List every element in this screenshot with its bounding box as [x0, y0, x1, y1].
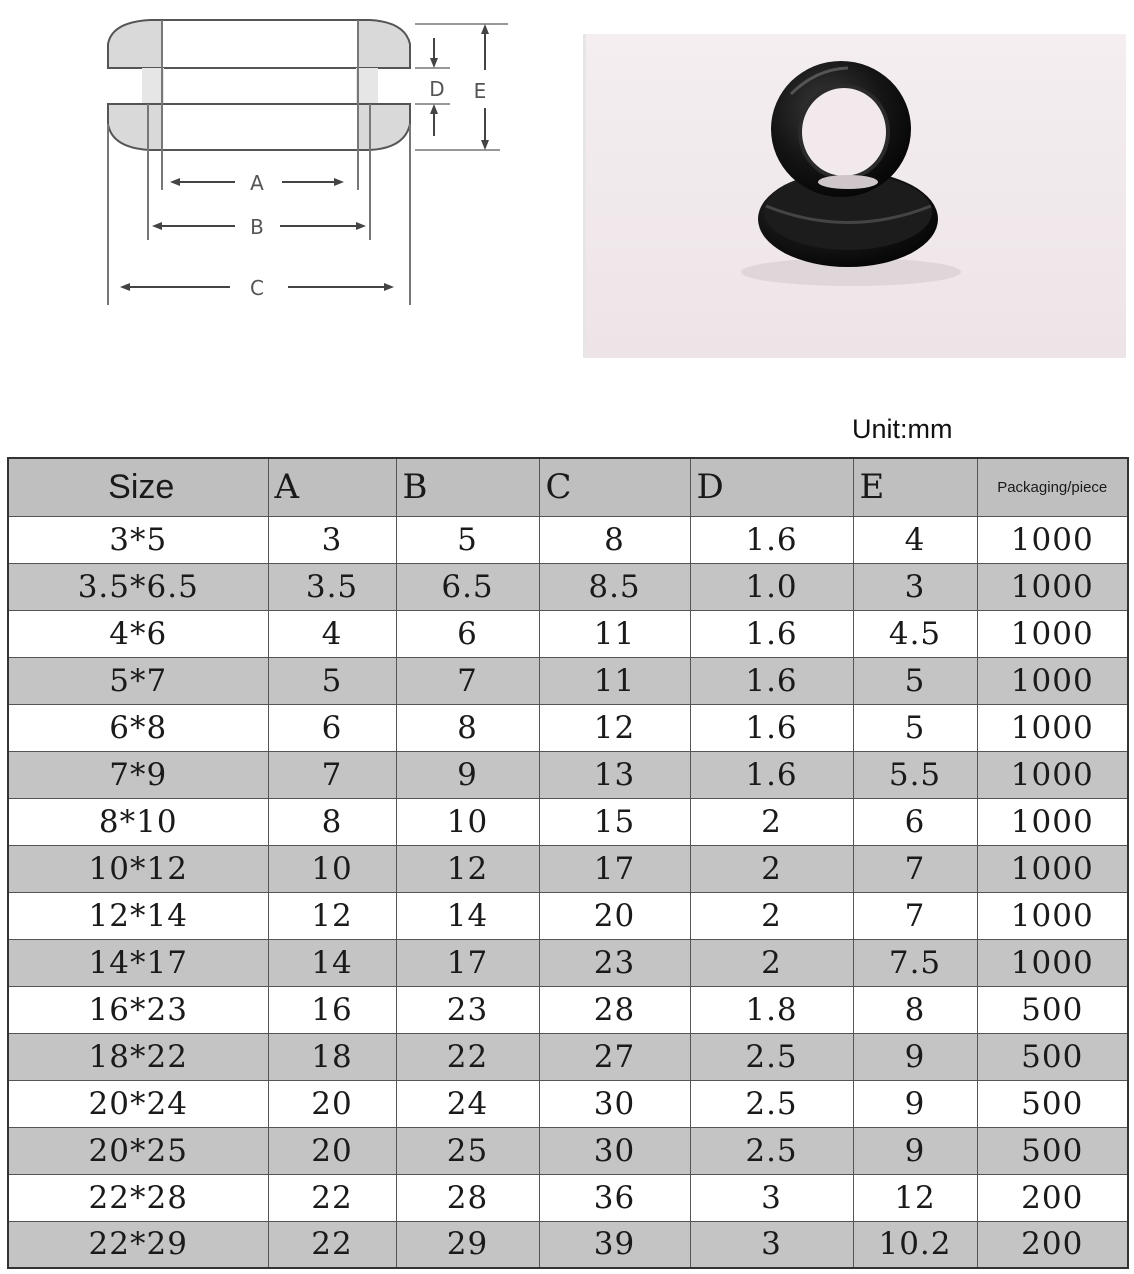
table-cell: 22*28	[8, 1174, 268, 1221]
table-cell: 1.0	[690, 563, 853, 610]
table-cell: 5	[396, 516, 539, 563]
table-cell: 1000	[977, 845, 1128, 892]
table-cell: 500	[977, 986, 1128, 1033]
table-cell: 30	[539, 1127, 690, 1174]
table-cell: 13	[539, 751, 690, 798]
table-cell: 1000	[977, 610, 1128, 657]
table-cell: 1.8	[690, 986, 853, 1033]
table-cell: 23	[396, 986, 539, 1033]
table-cell: 9	[853, 1080, 977, 1127]
table-cell: 500	[977, 1127, 1128, 1174]
table-cell: 200	[977, 1174, 1128, 1221]
table-header-row	[8, 458, 1128, 516]
table-cell: 11	[539, 657, 690, 704]
table-cell: 10.2	[853, 1221, 977, 1268]
table-cell: 12	[268, 892, 396, 939]
table-cell: 8.5	[539, 563, 690, 610]
table-cell: 22	[268, 1221, 396, 1268]
table-cell: 14	[396, 892, 539, 939]
dimension-label-b: B	[250, 215, 264, 239]
table-cell: 7.5	[853, 939, 977, 986]
table-cell: 3.5*6.5	[8, 563, 268, 610]
dimension-label-c: C	[250, 276, 264, 300]
table-cell: 30	[539, 1080, 690, 1127]
table-cell: 1000	[977, 657, 1128, 704]
dimension-diagram	[0, 0, 560, 370]
grommet-cross-section	[0, 0, 560, 370]
table-cell: 20*24	[8, 1080, 268, 1127]
table-cell: 6	[853, 798, 977, 845]
table-cell: 28	[396, 1174, 539, 1221]
table-cell: 14*17	[8, 939, 268, 986]
table-cell: 15	[539, 798, 690, 845]
table-cell: 1000	[977, 939, 1128, 986]
table-cell: 4*6	[8, 610, 268, 657]
table-row	[8, 845, 1128, 892]
table-cell: 6*8	[8, 704, 268, 751]
table-cell: 6	[268, 704, 396, 751]
table-row	[8, 1174, 1128, 1221]
table-row	[8, 1033, 1128, 1080]
table-cell: 5.5	[853, 751, 977, 798]
table-cell: 16*23	[8, 986, 268, 1033]
table-cell: 12	[853, 1174, 977, 1221]
table-cell: 27	[539, 1033, 690, 1080]
table-row	[8, 986, 1128, 1033]
table-cell: 2	[690, 798, 853, 845]
table-cell: 5	[853, 704, 977, 751]
table-cell: 1.6	[690, 657, 853, 704]
table-row	[8, 563, 1128, 610]
table-cell: 8	[396, 704, 539, 751]
table-cell: 9	[853, 1033, 977, 1080]
table-cell: 10	[396, 798, 539, 845]
table-row	[8, 1221, 1128, 1268]
table-cell: 1000	[977, 704, 1128, 751]
table-cell: 500	[977, 1033, 1128, 1080]
table-cell: 20	[268, 1080, 396, 1127]
table-cell: 3*5	[8, 516, 268, 563]
table-cell: 8	[539, 516, 690, 563]
dimension-label-d: D	[429, 77, 445, 101]
table-cell: 8	[853, 986, 977, 1033]
table-row	[8, 657, 1128, 704]
table-cell: 4	[853, 516, 977, 563]
table-cell: 9	[396, 751, 539, 798]
table-cell: 7*9	[8, 751, 268, 798]
table-cell: 10*12	[8, 845, 268, 892]
table-cell: 5	[268, 657, 396, 704]
table-cell: 22*29	[8, 1221, 268, 1268]
table-cell: 17	[396, 939, 539, 986]
table-cell: 25	[396, 1127, 539, 1174]
column-header: Size	[8, 458, 268, 516]
table-cell: 18*22	[8, 1033, 268, 1080]
table-cell: 12	[539, 704, 690, 751]
table-cell: 2	[690, 892, 853, 939]
dimension-label-a: A	[250, 171, 264, 195]
table-cell: 7	[853, 892, 977, 939]
table-cell: 7	[268, 751, 396, 798]
size-spec-table	[7, 457, 1129, 1269]
table-cell: 29	[396, 1221, 539, 1268]
table-cell: 6	[396, 610, 539, 657]
table-cell: 16	[268, 986, 396, 1033]
table-cell: 1000	[977, 516, 1128, 563]
table-cell: 22	[268, 1174, 396, 1221]
table-cell: 2	[690, 845, 853, 892]
table-row	[8, 1127, 1128, 1174]
table-cell: 1000	[977, 892, 1128, 939]
column-header: E	[853, 458, 977, 516]
table-cell: 20	[268, 1127, 396, 1174]
table-cell: 8*10	[8, 798, 268, 845]
table-cell: 24	[396, 1080, 539, 1127]
table-cell: 1000	[977, 751, 1128, 798]
table-row	[8, 892, 1128, 939]
table-cell: 17	[539, 845, 690, 892]
dimension-label-e: E	[473, 79, 487, 103]
table-cell: 22	[396, 1033, 539, 1080]
table-cell: 28	[539, 986, 690, 1033]
table-cell: 23	[539, 939, 690, 986]
table-cell: 1.6	[690, 610, 853, 657]
column-header: A	[268, 458, 396, 516]
unit-label: Unit:mm	[852, 414, 953, 444]
table-cell: 36	[539, 1174, 690, 1221]
table-body	[8, 516, 1128, 1268]
table-cell: 500	[977, 1080, 1128, 1127]
table-row	[8, 939, 1128, 986]
table-row	[8, 610, 1128, 657]
table-cell: 12	[396, 845, 539, 892]
column-header: C	[539, 458, 690, 516]
grommet-illustration	[586, 34, 1126, 358]
product-photo	[583, 34, 1126, 358]
table-cell: 2.5	[690, 1033, 853, 1080]
table-cell: 4.5	[853, 610, 977, 657]
table-cell: 5*7	[8, 657, 268, 704]
table-cell: 1.6	[690, 751, 853, 798]
table-cell: 4	[268, 610, 396, 657]
table-cell: 14	[268, 939, 396, 986]
table-cell: 12*14	[8, 892, 268, 939]
table-cell: 9	[853, 1127, 977, 1174]
table-row	[8, 798, 1128, 845]
column-header: Packaging/piece	[977, 458, 1128, 516]
table-cell: 11	[539, 610, 690, 657]
table-cell: 200	[977, 1221, 1128, 1268]
table-cell: 2.5	[690, 1127, 853, 1174]
table-cell: 1.6	[690, 704, 853, 751]
table-cell: 2	[690, 939, 853, 986]
table-cell: 1.6	[690, 516, 853, 563]
table-cell: 5	[853, 657, 977, 704]
column-header: B	[396, 458, 539, 516]
table-cell: 7	[396, 657, 539, 704]
table-cell: 10	[268, 845, 396, 892]
table-row	[8, 704, 1128, 751]
table-cell: 20	[539, 892, 690, 939]
table-cell: 8	[268, 798, 396, 845]
table-cell: 6.5	[396, 563, 539, 610]
table-cell: 20*25	[8, 1127, 268, 1174]
table-cell: 39	[539, 1221, 690, 1268]
table-cell: 3	[690, 1174, 853, 1221]
column-header: D	[690, 458, 853, 516]
table-cell: 2.5	[690, 1080, 853, 1127]
table-row	[8, 751, 1128, 798]
table-cell: 7	[853, 845, 977, 892]
table-row	[8, 1080, 1128, 1127]
table-cell: 3	[268, 516, 396, 563]
table-cell: 3	[853, 563, 977, 610]
table-cell: 1000	[977, 563, 1128, 610]
table-cell: 1000	[977, 798, 1128, 845]
table-cell: 18	[268, 1033, 396, 1080]
table-cell: 3.5	[268, 563, 396, 610]
table-row	[8, 516, 1128, 563]
table-cell: 3	[690, 1221, 853, 1268]
